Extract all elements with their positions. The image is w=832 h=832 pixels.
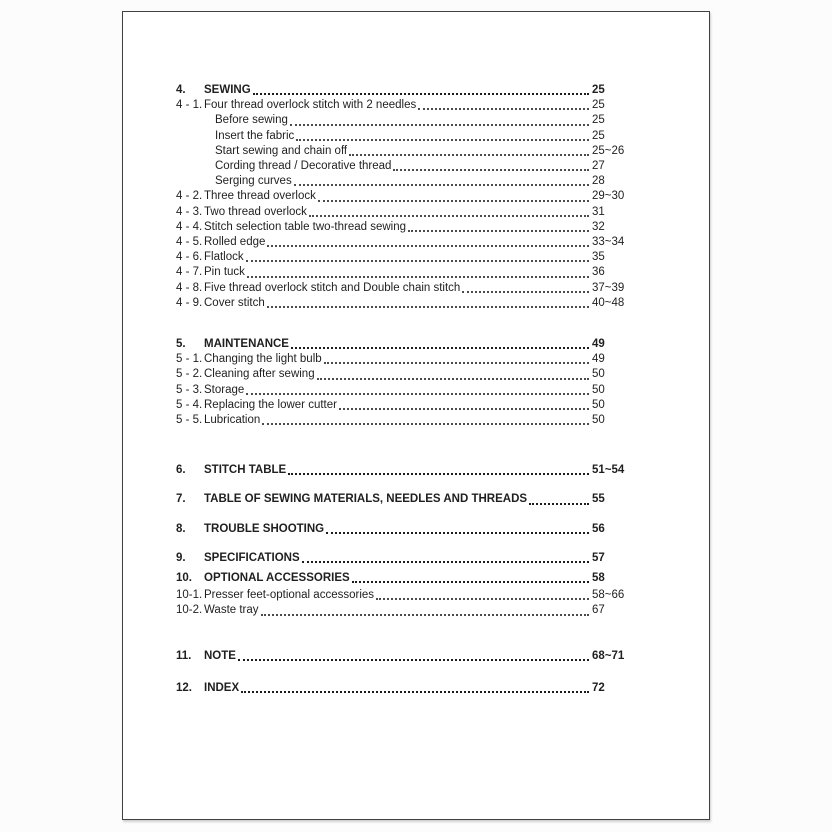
toc-entry-number: 9. [176,551,186,564]
dot-leader-icon [241,691,589,693]
toc-entry-number: 4 - 8. [176,281,203,294]
dot-leader-icon [261,614,589,616]
toc-entry-pages: 67 [592,604,605,617]
dot-leader-icon [288,473,589,475]
toc-entry [176,337,629,352]
toc-entry-pages: 29~30 [592,190,625,203]
toc-entry-number: 5 - 4. [176,398,203,411]
toc-entry-pages: 56 [592,522,605,535]
dot-leader-icon [318,200,589,202]
toc-entry [176,129,629,144]
toc-entry [176,398,629,413]
dot-leader-icon [247,276,589,278]
toc-entry [176,174,629,189]
toc-entry-title: Cording thread / Decorative thread [215,160,392,173]
dot-leader-icon [529,503,589,505]
toc-entry-number: 5 - 2. [176,368,203,381]
dot-leader-icon [302,561,589,563]
toc-entry [176,571,629,586]
toc-entry-number: 4 - 6. [176,251,203,264]
toc-entry [176,603,629,618]
toc-entry-pages: 49 [592,353,605,366]
toc-entry-title: Before sewing [215,114,288,127]
toc-entry-pages: 36 [592,266,605,279]
dot-leader-icon [294,184,589,186]
toc-entry-number: 10-2. [176,604,203,617]
toc-entry [176,159,629,174]
dot-leader-icon [290,124,589,126]
toc-entry-title: Stitch selection table two-thread sewing [204,220,406,233]
toc-entry [176,681,629,696]
toc-entry-number: 8. [176,522,186,535]
dot-leader-icon [246,260,589,262]
toc-entry [176,588,629,603]
dot-leader-icon [393,169,589,171]
toc-entry [176,144,629,159]
toc-entry [176,265,629,280]
dot-leader-icon [408,230,589,232]
dot-leader-icon [291,347,589,349]
toc-entry [176,352,629,367]
dot-leader-icon [317,378,589,380]
toc-entry [176,250,629,265]
toc-entry [176,281,629,296]
toc-entry [176,492,629,507]
toc-entry-pages: 25 [592,99,605,112]
toc-entry-pages: 25 [592,129,605,142]
toc-entry-pages: 55 [592,493,605,506]
toc-entry [176,463,629,478]
dot-leader-icon [418,108,589,110]
toc-entry [176,113,629,128]
toc-entry-pages: 32 [592,220,605,233]
dot-leader-icon [296,139,589,141]
toc-entry-number: 4. [176,84,186,96]
toc-entry-title: TROUBLE SHOOTING [204,522,325,535]
toc-entry-title: Changing the light bulb [204,353,322,366]
toc-entry-title: Storage [204,383,245,396]
toc-entry [176,220,629,235]
toc-entry [176,235,629,250]
toc-entry-pages: 58 [592,572,605,585]
toc-entry-number: 4 - 5. [176,236,203,249]
dot-leader-icon [238,659,589,661]
toc-entry-number: 12. [176,681,192,694]
toc-entry-title: Replacing the lower cutter [204,398,337,411]
toc-entry [176,189,629,204]
toc-entry-title: SPECIFICATIONS [204,551,300,564]
toc-entry-number: 5 - 5. [176,414,203,427]
dot-leader-icon [462,291,589,293]
toc-entry-title: Waste tray [204,604,259,617]
toc-entry-number: 10-1. [176,589,203,602]
toc-entry [176,413,629,428]
toc-entry-number: 4 - 2. [176,190,203,203]
toc-entry-pages: 68~71 [592,649,625,662]
toc-entry-title: Lubrication [204,414,261,427]
toc-entry-title: Serging curves [215,175,292,188]
dot-leader-icon [309,215,589,217]
toc-entry-number: 5 - 1. [176,353,203,366]
toc-entry [176,649,629,664]
toc-entry-title: Pin tuck [204,266,245,279]
toc-entry-title: Cleaning after sewing [204,368,315,381]
toc-entry-pages: 28 [592,175,605,188]
toc-entry-title: Flatlock [204,251,244,264]
toc-entry-title: MAINTENANCE [204,338,289,351]
toc-entry-number: 7. [176,493,186,506]
toc-entry-title: Rolled edge [204,236,266,249]
toc-entry-pages: 31 [592,205,605,218]
toc-entry-pages: 33~34 [592,236,625,249]
table-of-contents [123,12,709,696]
toc-entry-number: 5 - 3. [176,383,203,396]
toc-entry-number: 5. [176,338,186,351]
toc-entry-pages: 25 [592,84,605,96]
toc-entry-pages: 50 [592,368,605,381]
toc-entry-title: INDEX [204,681,240,694]
toc-entry-number: 6. [176,464,186,477]
toc-entry [176,383,629,398]
toc-entry-pages: 37~39 [592,281,625,294]
toc-entry-title: Two thread overlock [204,205,307,218]
toc-entry-number: 11. [176,649,192,662]
toc-entry-pages: 58~66 [592,589,625,602]
toc-entry-pages: 50 [592,414,605,427]
toc-entry-title: TABLE OF SEWING MATERIALS, NEEDLES AND THREADS [204,493,528,506]
toc-entry-title: STITCH TABLE [204,464,287,477]
toc-entry-title: Insert the fabric [215,129,295,142]
toc-entry-pages: 35 [592,251,605,264]
toc-entry-number: 10. [176,572,192,585]
toc-entry-number: 4 - 7. [176,266,203,279]
toc-entry [176,83,629,98]
toc-entry-pages: 50 [592,398,605,411]
toc-entry-title: SEWING [204,84,251,96]
toc-entry-pages: 57 [592,551,605,564]
toc-entry [176,296,629,311]
toc-entry-pages: 25 [592,114,605,127]
toc-entry-title: Presser feet-optional accessories [204,589,375,602]
toc-entry-title: Start sewing and chain off [215,144,348,157]
dot-leader-icon [349,154,589,156]
dot-leader-icon [253,93,589,95]
toc-entry-pages: 27 [592,160,605,173]
toc-entry-title: OPTIONAL ACCESSORIES [204,572,350,585]
toc-entry-pages: 50 [592,383,605,396]
toc-entry [176,98,629,113]
toc-entry-number: 4 - 1. [176,99,203,112]
toc-entry [176,205,629,220]
toc-entry [176,551,629,566]
toc-entry-pages: 40~48 [592,296,625,309]
dot-leader-icon [326,532,589,534]
toc-entry [176,367,629,382]
toc-entry-pages: 51~54 [592,464,625,477]
dot-leader-icon [267,245,589,247]
dot-leader-icon [267,306,589,308]
toc-entry-title: Four thread overlock stitch with 2 needles [204,99,417,112]
toc-entry-pages: 49 [592,338,605,351]
dot-leader-icon [324,362,589,364]
dot-leader-icon [352,581,589,583]
manual-page [122,11,710,820]
dot-leader-icon [246,393,589,395]
toc-entry-number: 4 - 3. [176,205,203,218]
dot-leader-icon [262,423,589,425]
toc-entry-number: 4 - 9. [176,296,203,309]
toc-entry-title: Five thread overlock stitch and Double chain stitch [204,281,461,294]
dot-leader-icon [339,408,589,410]
toc-entry-title: Cover stitch [204,296,265,309]
toc-entry-title: Three thread overlock [204,190,316,203]
toc-entry-number: 4 - 4. [176,220,203,233]
dot-leader-icon [376,598,589,600]
toc-entry-title: NOTE [204,649,236,662]
toc-entry-pages: 25~26 [592,144,625,157]
toc-entry-pages: 72 [592,681,605,694]
toc-entry [176,522,629,537]
